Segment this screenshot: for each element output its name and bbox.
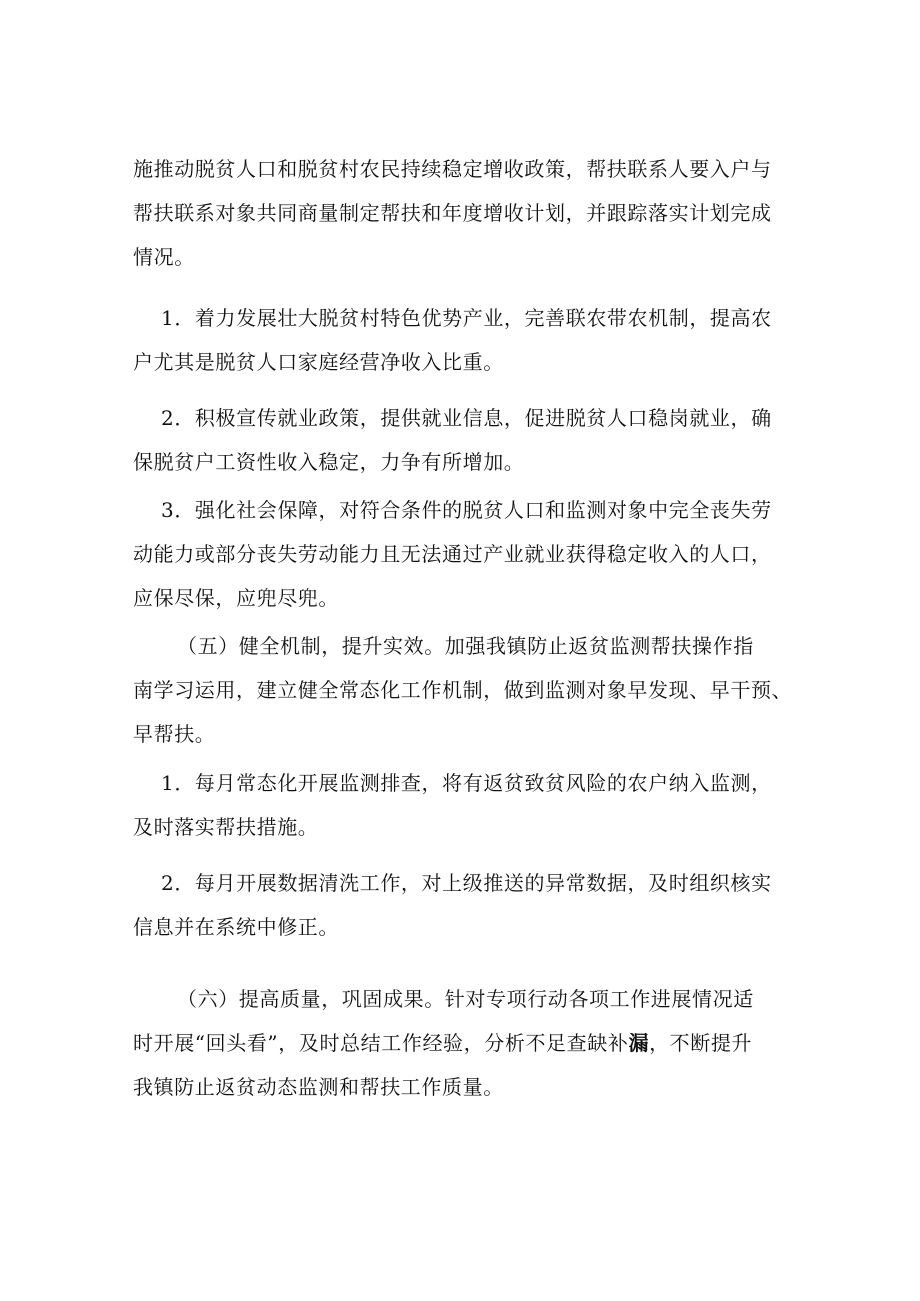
text-line: 动能力或部分丧失劳动能力且无法通过产业就业获得稳定收入的人口，	[133, 542, 772, 566]
paragraph-item-1	[133, 296, 793, 384]
text-line: （六）提高质量，巩固成果。针对专项行动各项工作进展情况适	[177, 987, 754, 1011]
text-line: 我镇防止返贫动态监测和帮扶工作质量。	[133, 1075, 504, 1099]
text-line: 2．每月开展数据清洗工作，对上级推送的异常数据，及时组织核实	[161, 871, 772, 895]
paragraph-item-2	[133, 396, 793, 484]
text-line: 施推动脱贫人口和脱贫村农民持续稳定增收政策，帮扶联系人要入户与	[133, 157, 772, 181]
text-segment: 时开展“回头看”，及时总结工作经验，分析不足查缺补	[133, 1031, 629, 1055]
text-line: 帮扶联系对象共同商量制定帮扶和年度增收计划，并跟踪落实计划完成	[133, 201, 772, 225]
paragraph-intro	[133, 147, 793, 279]
bold-character: 漏	[628, 1031, 650, 1055]
text-line: 情况。	[133, 245, 195, 269]
text-line: 信息并在系统中修正。	[133, 915, 339, 939]
text-line: 早帮扶。	[133, 722, 216, 746]
text-line: 2．积极宣传就业政策，提供就业信息，促进脱贫人口稳岗就业，确	[161, 406, 772, 430]
paragraph-section-6	[133, 977, 793, 1109]
text-line: 保脱贫户工资性收入稳定，力争有所增加。	[133, 450, 525, 474]
paragraph-section-5	[133, 624, 793, 756]
text-line: 及时落实帮扶措施。	[133, 815, 319, 839]
text-line: 1．每月常态化开展监测排查，将有返贫致贫风险的农户纳入监测，	[161, 771, 772, 795]
paragraph-item-5-2	[133, 861, 793, 949]
text-line: 应保尽保，应兜尽兜。	[133, 586, 339, 610]
text-line: （五）健全机制，提升实效。加强我镇防止返贫监测帮扶操作指	[177, 634, 754, 658]
text-line: 南学习运用，建立健全常态化工作机制，做到监测对象早发现、早干预、	[133, 678, 793, 702]
text-line: 1．着力发展壮大脱贫村特色优势产业，完善联农带农机制，提高农	[161, 306, 772, 330]
text-line: 3．强化社会保障，对符合条件的脱贫人口和监测对象中完全丧失劳	[161, 498, 772, 522]
text-segment: ，不断提升	[649, 1031, 753, 1055]
paragraph-item-3	[133, 488, 793, 620]
paragraph-item-5-1	[133, 761, 793, 849]
text-line: 户尤其是脱贫人口家庭经营净收入比重。	[133, 350, 504, 374]
text-line	[133, 1021, 793, 1065]
